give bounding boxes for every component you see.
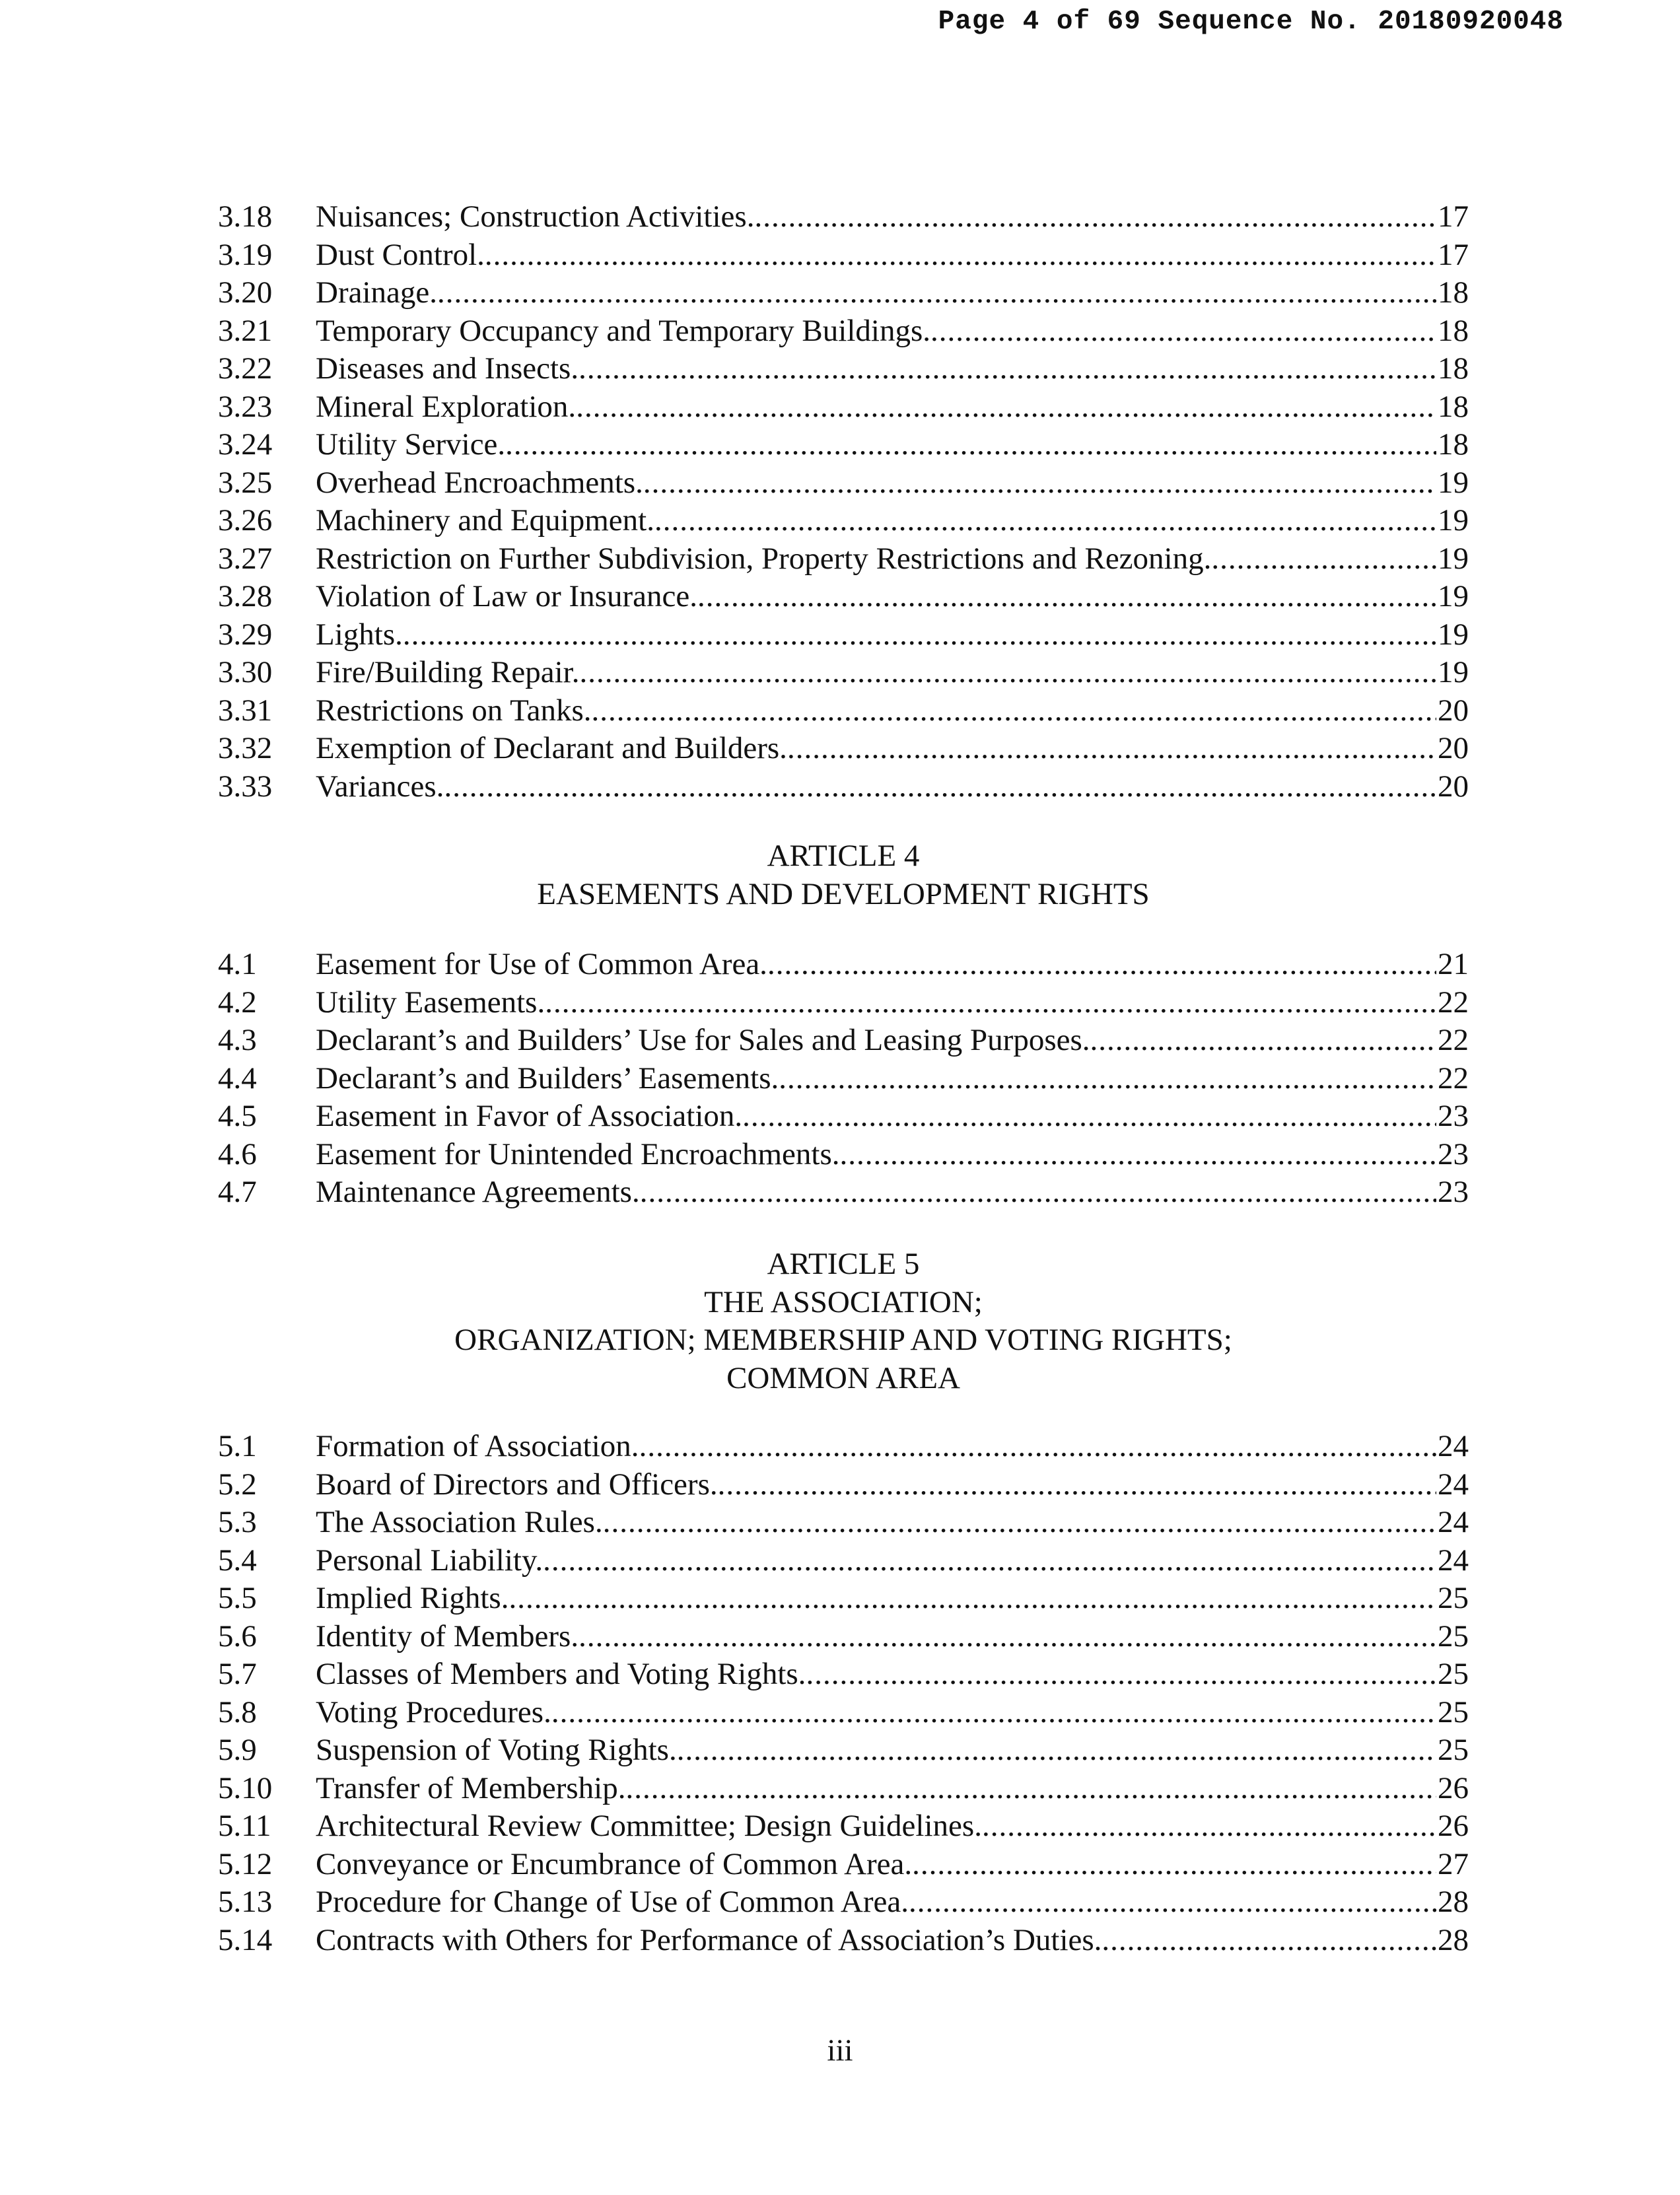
section-title: Drainage. <box>316 275 437 310</box>
section-number: 3.32 <box>218 731 273 765</box>
toc-entry[interactable] <box>218 730 1469 768</box>
toc-article-5-list <box>218 1428 1469 1959</box>
page-header: Page 4 of 69 Sequence No. 20180920048 <box>938 7 1564 37</box>
toc-entry[interactable] <box>218 1846 1469 1884</box>
section-title: Declarant’s and Builders’ Easements. <box>316 1061 779 1096</box>
dot-leader <box>909 1883 1436 1922</box>
article-5-title-line-3: COMMON AREA <box>726 1360 960 1395</box>
page-reference: 19 <box>1438 617 1469 652</box>
page-reference: 17 <box>1438 237 1469 272</box>
section-number: 3.26 <box>218 503 273 538</box>
section-number: 3.24 <box>218 427 273 462</box>
page-reference: 24 <box>1438 1505 1469 1539</box>
article-5-label: ARTICLE 5 <box>767 1247 920 1281</box>
dot-leader <box>545 984 1436 1022</box>
section-number: 5.12 <box>218 1846 273 1881</box>
section-number: 5.14 <box>218 1922 273 1957</box>
section-title: Dust Control. <box>316 237 485 272</box>
section-title: Variances. <box>316 769 444 804</box>
section-number: 3.25 <box>218 465 273 500</box>
page-reference: 24 <box>1438 1429 1469 1463</box>
dot-leader <box>551 1694 1436 1732</box>
toc-article-3-list <box>218 198 1469 806</box>
dot-leader <box>718 1466 1436 1504</box>
section-number: 5.1 <box>218 1429 257 1463</box>
dot-leader <box>982 1807 1436 1846</box>
page-reference: 22 <box>1438 985 1469 1020</box>
toc-entry[interactable] <box>218 1542 1469 1580</box>
dot-leader <box>754 198 1436 236</box>
article-4-title: EASEMENTS AND DEVELOPMENT RIGHTS <box>537 876 1150 911</box>
page-reference: 18 <box>1438 389 1469 424</box>
toc-entry[interactable] <box>218 274 1469 312</box>
toc-entry[interactable] <box>218 198 1469 236</box>
dot-leader <box>912 1846 1436 1884</box>
dot-leader <box>543 1542 1436 1580</box>
section-title: Easement for Unintended Encroachments. <box>316 1136 840 1171</box>
section-number: 3.20 <box>218 275 273 310</box>
toc-entry[interactable] <box>218 312 1469 351</box>
section-title: Nuisances; Construction Activities. <box>316 199 755 234</box>
dot-leader <box>640 1173 1436 1212</box>
page-reference: 19 <box>1438 579 1469 613</box>
dot-leader <box>1102 1922 1436 1960</box>
section-title: Lights. <box>316 617 403 652</box>
page-reference: 28 <box>1438 1922 1469 1957</box>
page-reference: 22 <box>1438 1023 1469 1057</box>
section-number: 3.19 <box>218 237 273 272</box>
dot-leader <box>626 1770 1437 1808</box>
page-reference: 26 <box>1438 1770 1469 1805</box>
section-number: 5.3 <box>218 1505 257 1539</box>
dot-leader <box>603 1504 1436 1542</box>
dot-leader <box>639 1428 1436 1466</box>
article-4-label: ARTICLE 4 <box>767 839 920 873</box>
dot-leader <box>508 1580 1436 1618</box>
section-title: Temporary Occupancy and Temporary Buildings. <box>316 313 930 348</box>
section-title: Implied Rights. <box>316 1581 509 1615</box>
section-number: 5.8 <box>218 1694 257 1729</box>
section-title: Classes of Members and Voting Rights. <box>316 1657 806 1691</box>
dot-leader <box>576 388 1436 427</box>
toc-entry[interactable] <box>218 1770 1469 1808</box>
section-title: Architectural Review Committee; Design Guidelines. <box>316 1809 982 1843</box>
toc-entry[interactable] <box>218 1098 1469 1136</box>
toc-entry[interactable] <box>218 236 1469 275</box>
page-reference: 19 <box>1438 541 1469 576</box>
section-number: 3.33 <box>218 769 273 804</box>
dot-leader <box>697 578 1436 616</box>
section-number: 4.2 <box>218 985 257 1020</box>
dot-leader <box>787 730 1436 768</box>
toc-entry[interactable] <box>218 1655 1469 1694</box>
toc-entry[interactable] <box>218 1136 1469 1174</box>
section-number: 5.11 <box>218 1809 271 1843</box>
section-number: 5.6 <box>218 1619 257 1654</box>
dot-leader <box>779 1060 1436 1098</box>
section-number: 3.30 <box>218 655 273 689</box>
section-number: 5.9 <box>218 1733 257 1767</box>
page-reference: 19 <box>1438 655 1469 689</box>
section-title: Machinery and Equipment. <box>316 503 654 538</box>
article-5-heading <box>218 1245 1469 1397</box>
toc-entry[interactable] <box>218 1731 1469 1770</box>
toc-entry[interactable] <box>218 540 1469 578</box>
section-number: 3.22 <box>218 351 273 386</box>
section-number: 4.4 <box>218 1061 257 1096</box>
dot-leader <box>930 312 1436 351</box>
section-number: 3.18 <box>218 199 273 234</box>
page-reference: 18 <box>1438 427 1469 462</box>
toc-entry[interactable] <box>218 984 1469 1022</box>
toc-entry[interactable] <box>218 578 1469 616</box>
section-title: Easement for Use of Common Area. <box>316 947 767 981</box>
toc-entry[interactable] <box>218 1807 1469 1846</box>
dot-leader <box>654 502 1436 540</box>
dot-leader <box>485 236 1436 275</box>
dot-leader <box>677 1731 1436 1770</box>
page-reference: 18 <box>1438 351 1469 386</box>
page-reference: 23 <box>1438 1175 1469 1209</box>
page-reference: 18 <box>1438 313 1469 348</box>
section-title: Mineral Exploration. <box>316 389 577 424</box>
section-title: Voting Procedures. <box>316 1694 551 1729</box>
section-title: Personal Liability. <box>316 1543 543 1578</box>
toc-entry[interactable] <box>218 1694 1469 1732</box>
dot-leader <box>767 946 1436 984</box>
section-title: Transfer of Membership. <box>316 1770 626 1805</box>
section-number: 4.5 <box>218 1099 257 1133</box>
toc-entry[interactable] <box>218 1173 1469 1212</box>
page-reference: 24 <box>1438 1467 1469 1502</box>
page-reference: 25 <box>1438 1619 1469 1654</box>
toc-entry[interactable] <box>218 1580 1469 1618</box>
section-title: Board of Directors and Officers. <box>316 1467 718 1502</box>
section-number: 3.27 <box>218 541 273 576</box>
section-number: 4.3 <box>218 1023 257 1057</box>
toc-article-4-list <box>218 946 1469 1212</box>
section-number: 4.1 <box>218 947 257 981</box>
page-reference: 21 <box>1438 947 1469 981</box>
dot-leader <box>403 616 1436 654</box>
toc-entry[interactable] <box>218 616 1469 654</box>
toc-entry[interactable] <box>218 1022 1469 1060</box>
section-title: Suspension of Voting Rights. <box>316 1733 677 1767</box>
section-number: 3.23 <box>218 389 273 424</box>
section-title: Diseases and Insects. <box>316 351 579 386</box>
toc-entry[interactable] <box>218 426 1469 464</box>
toc-entry[interactable] <box>218 388 1469 427</box>
section-title: Procedure for Change of Use of Common Area. <box>316 1885 909 1919</box>
toc-entry[interactable] <box>218 1883 1469 1922</box>
article-4-heading <box>218 837 1469 913</box>
page-reference: 26 <box>1438 1809 1469 1843</box>
dot-leader <box>592 692 1436 730</box>
page-reference: 25 <box>1438 1657 1469 1691</box>
section-number: 4.6 <box>218 1136 257 1171</box>
section-title: Identity of Members. <box>316 1619 579 1654</box>
section-number: 5.10 <box>218 1770 273 1805</box>
dot-leader <box>1211 540 1436 578</box>
dot-leader <box>806 1655 1436 1694</box>
dot-leader <box>505 426 1436 464</box>
section-title: Conveyance or Encumbrance of Common Area. <box>316 1846 913 1881</box>
section-number: 5.13 <box>218 1885 273 1919</box>
section-title: Fire/Building Repair. <box>316 655 580 689</box>
page-reference: 19 <box>1438 465 1469 500</box>
toc-entry[interactable] <box>218 654 1469 692</box>
dot-leader <box>578 350 1436 388</box>
toc-entry[interactable] <box>218 946 1469 984</box>
section-number: 3.28 <box>218 579 273 613</box>
section-title: Restrictions on Tanks. <box>316 693 592 728</box>
page-reference: 17 <box>1438 199 1469 234</box>
dot-leader <box>437 274 1436 312</box>
page-reference: 22 <box>1438 1061 1469 1096</box>
section-number: 5.2 <box>218 1467 257 1502</box>
section-title: Utility Easements. <box>316 985 545 1020</box>
toc-entry[interactable] <box>218 1428 1469 1466</box>
dot-leader <box>643 464 1436 503</box>
section-number: 3.31 <box>218 693 273 728</box>
page-reference: 24 <box>1438 1543 1469 1578</box>
toc-entry[interactable] <box>218 1060 1469 1098</box>
page-reference: 27 <box>1438 1846 1469 1881</box>
toc-entry[interactable] <box>218 1618 1469 1656</box>
page-number: iii <box>827 2033 853 2068</box>
section-number: 3.29 <box>218 617 273 652</box>
section-title: Exemption of Declarant and Builders. <box>316 731 787 765</box>
toc-entry[interactable] <box>218 1922 1469 1960</box>
section-number: 3.21 <box>218 313 273 348</box>
toc-entry[interactable] <box>218 464 1469 503</box>
toc-entry[interactable] <box>218 1466 1469 1504</box>
page-reference: 23 <box>1438 1099 1469 1133</box>
article-5-title-line-1: THE ASSOCIATION; <box>704 1284 983 1319</box>
dot-leader <box>444 768 1436 806</box>
section-number: 5.4 <box>218 1543 257 1578</box>
section-title: Easement in Favor of Association. <box>316 1099 743 1133</box>
section-title: Overhead Encroachments. <box>316 465 643 500</box>
section-number: 5.7 <box>218 1657 257 1691</box>
page-reference: 25 <box>1438 1581 1469 1615</box>
section-title: Maintenance Agreements. <box>316 1175 640 1209</box>
dot-leader <box>742 1098 1436 1136</box>
page-reference: 18 <box>1438 275 1469 310</box>
toc-entry[interactable] <box>218 768 1469 806</box>
section-title: Utility Service. <box>316 427 506 462</box>
page-reference: 20 <box>1438 693 1469 728</box>
section-number: 4.7 <box>218 1175 257 1209</box>
section-title: Formation of Association. <box>316 1429 639 1463</box>
section-number: 5.5 <box>218 1581 257 1615</box>
toc-entry[interactable] <box>218 350 1469 388</box>
toc-entry[interactable] <box>218 1504 1469 1542</box>
dot-leader <box>840 1136 1437 1174</box>
page-reference: 25 <box>1438 1733 1469 1767</box>
section-title: Restriction on Further Subdivision, Property Restrictions and Rezoning. <box>316 541 1212 576</box>
page-reference: 28 <box>1438 1885 1469 1919</box>
section-title: Violation of Law or Insurance. <box>316 579 697 613</box>
page-reference: 20 <box>1438 731 1469 765</box>
page-reference: 25 <box>1438 1694 1469 1729</box>
dot-leader <box>579 654 1436 692</box>
dot-leader <box>578 1618 1436 1656</box>
article-5-title-line-2: ORGANIZATION; MEMBERSHIP AND VOTING RIGHTS; <box>454 1323 1232 1357</box>
page-reference: 23 <box>1438 1136 1469 1171</box>
toc-entry[interactable] <box>218 692 1469 730</box>
dot-leader <box>1090 1022 1436 1060</box>
page-reference: 19 <box>1438 503 1469 538</box>
page-reference: 20 <box>1438 769 1469 804</box>
toc-entry[interactable] <box>218 502 1469 540</box>
section-title: Contracts with Others for Performance of Association’s Duties. <box>316 1922 1102 1957</box>
section-title: The Association Rules. <box>316 1505 603 1539</box>
section-title: Declarant’s and Builders’ Use for Sales and Leasing Purposes. <box>316 1023 1090 1057</box>
